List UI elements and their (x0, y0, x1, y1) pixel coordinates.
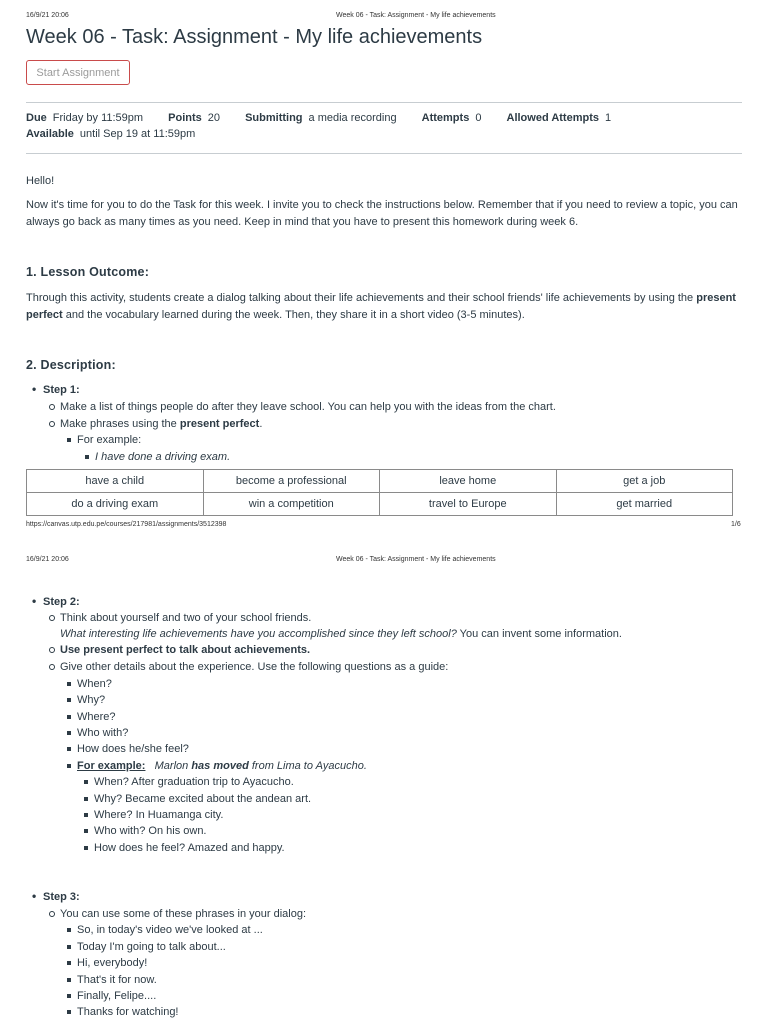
outcome-text-end: and the vocabulary learned during the week. Then, they share it in a short video (3-5 minutes). (62, 309, 525, 321)
example-answer: When? After graduation trip to Ayacucho. (94, 776, 294, 788)
print-footer-url: https://canvas.utp.edu.pe/courses/217981/assignments/3512398 (26, 521, 227, 528)
step1-item: Make a list of things people do after they leave school. You can help you with the ideas from the chart. (60, 401, 556, 413)
print-header-title: Week 06 - Task: Assignment - My life achievements (336, 556, 496, 563)
guide-question: Why? (77, 694, 106, 706)
divider (26, 153, 742, 154)
guide-question: When? (77, 678, 112, 690)
greeting: Hello! (26, 175, 55, 187)
attempts-value: 0 (475, 112, 482, 124)
submitting-value: a media recording (308, 112, 397, 124)
step1-item-bold: present perfect (179, 418, 260, 430)
example-answer: How does he feel? Amazed and happy. (94, 842, 285, 854)
step2-question-line (60, 627, 622, 641)
step2-example (77, 759, 367, 773)
step1-example-text: I have done a driving exam. (95, 451, 231, 463)
step2-question: What interesting life achievements have you accomplished since they left school? (60, 628, 457, 640)
table-cell: do a driving exam (27, 493, 204, 516)
outcome-bold: present perfect (26, 292, 736, 321)
example-answer: Who with? On his own. (94, 825, 207, 837)
available-detail (26, 128, 195, 140)
step3-item: You can use some of these phrases in your dialog: (60, 908, 307, 920)
print-header-date: 16/9/21 20:06 (26, 12, 69, 19)
step2-item: Give other details about the experience. Use the following questions as a guide: (60, 661, 449, 673)
dialog-phrase: That's it for now. (77, 974, 157, 986)
step1-example (95, 450, 230, 464)
available-value: until Sep 19 at 11:59pm (79, 128, 196, 140)
lesson-outcome-heading: 1. Lesson Outcome: (26, 265, 150, 279)
step1-item-text: Make phrases using the (60, 418, 180, 430)
dialog-phrase: So, in today's video we've looked at ... (77, 924, 263, 936)
points-label: Points (168, 112, 202, 124)
allowed-attempts-label: Allowed Attempts (506, 112, 599, 124)
page-title: Week 06 - Task: Assignment - My life achievements (26, 26, 483, 48)
print-header-title: Week 06 - Task: Assignment - My life achievements (336, 12, 496, 19)
points-detail (168, 112, 220, 124)
table-cell: have a child (27, 470, 204, 493)
assignment-details (26, 112, 633, 124)
dialog-phrase: Hi, everybody! (77, 957, 148, 969)
lesson-outcome-paragraph (26, 290, 744, 324)
example-rest: from Lima to Ayacucho. (248, 760, 367, 772)
due-detail (26, 112, 143, 124)
table-row (27, 470, 733, 493)
ideas-table (26, 469, 733, 516)
dialog-phrase: Thanks for watching! (77, 1006, 179, 1018)
example-label: For example: (77, 760, 146, 772)
attempts-label: Attempts (421, 112, 470, 124)
guide-question: Where? (77, 711, 116, 723)
example-answer: Why? Became excited about the andean art. (94, 793, 312, 805)
step1-item (60, 417, 262, 431)
table-cell: become a professional (203, 470, 380, 493)
available-label: Available (26, 128, 74, 140)
points-value: 20 (207, 112, 221, 124)
allowed-attempts-value: 1 (605, 112, 612, 124)
dialog-phrase: Finally, Felipe.... (77, 990, 157, 1002)
divider (26, 102, 742, 103)
table-cell: travel to Europe (380, 493, 557, 516)
table-cell: win a competition (203, 493, 380, 516)
table-cell: leave home (380, 470, 557, 493)
step1-label: • Step 1: (43, 383, 80, 397)
example-name: Marlon (154, 760, 192, 772)
due-label: Due (26, 112, 47, 124)
table-row (27, 493, 733, 516)
attempts-detail (422, 112, 482, 124)
step2-question-tail: You can invent some information. (456, 628, 622, 640)
step1-example-label: For example: (77, 434, 142, 446)
guide-question: How does he/she feel? (77, 743, 189, 755)
start-assignment-button[interactable]: Start Assignment (26, 60, 130, 85)
intro-paragraph: Now it's time for you to do the Task for this week. I invite you to check the instructions below. Remember that if you need to review a topic, you can always go back as many times as you need. Keep in mind that you have to present this homework during week 6. (26, 199, 738, 228)
print-header-date: 16/9/21 20:06 (26, 556, 69, 563)
table-cell: get a job (556, 470, 733, 493)
step2-item: Use present perfect to talk about achievements. (60, 644, 311, 656)
example-answer: Where? In Huamanga city. (94, 809, 224, 821)
dialog-phrase: Today I'm going to talk about... (77, 941, 226, 953)
step2-label: • Step 2: (43, 595, 80, 609)
description-heading: 2. Description: (26, 358, 116, 372)
submitting-label: Submitting (245, 112, 303, 124)
guide-question: Who with? (77, 727, 129, 739)
step2-item: Think about yourself and two of your school friends. (60, 612, 312, 624)
due-value: Friday by 11:59pm (52, 112, 144, 124)
step1-item-end: . (259, 418, 263, 430)
step3-label: • Step 3: (43, 890, 80, 904)
table-cell: get married (556, 493, 733, 516)
allowed-attempts-detail (507, 112, 612, 124)
print-footer-page: 1/6 (731, 521, 741, 528)
submitting-detail (245, 112, 397, 124)
example-verb: has moved (191, 760, 249, 772)
outcome-text: Through this activity, students create a dialog talking about their life achievements and their school friends' life achievements by using the (26, 292, 697, 304)
